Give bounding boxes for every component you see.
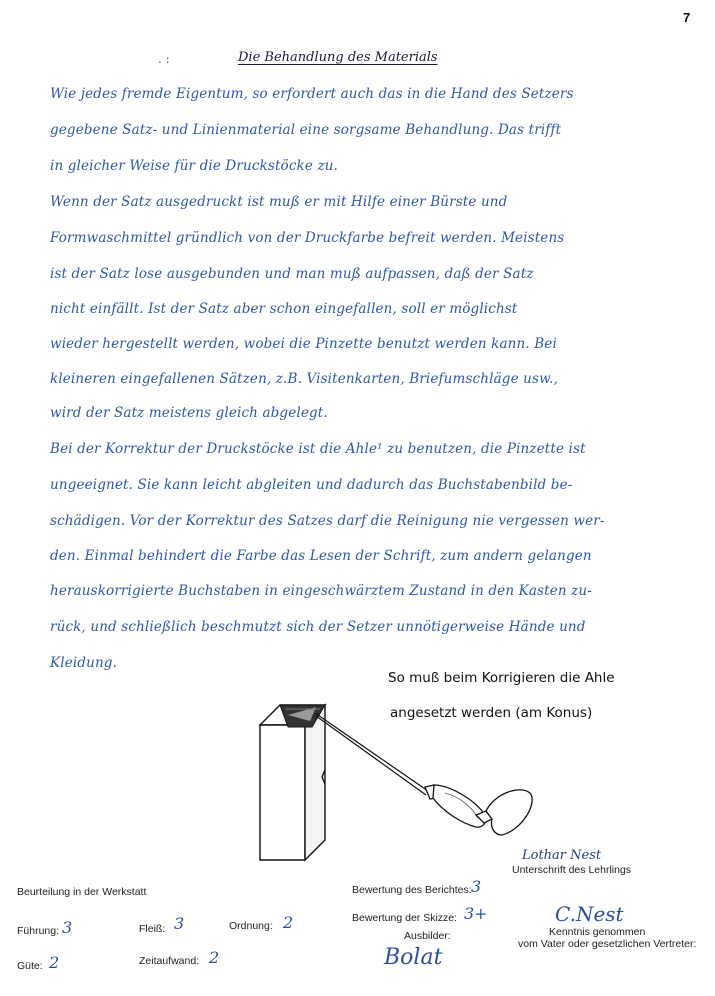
apprentice-signature-label: Unterschrift des Lehrlings xyxy=(512,864,632,876)
fleiss-grade: 3 xyxy=(174,914,185,933)
skizze-label: Bewertung der Skizze: xyxy=(352,912,458,924)
guete-label: Güte: xyxy=(17,960,43,972)
page-title: Die Behandlung des Materials xyxy=(238,50,438,65)
ausbilder-signature: Bolat xyxy=(384,945,443,970)
body-line: in gleicher Weise für die Druckstöcke zu. xyxy=(50,158,338,174)
ausbilder-label: Ausbilder: xyxy=(404,930,451,942)
body-line: wird der Satz meistens gleich abgelegt. xyxy=(50,405,328,421)
type-block-drawing xyxy=(260,705,325,860)
bericht-grade: 3 xyxy=(471,877,482,896)
title-dots: . : xyxy=(158,52,170,66)
sketch-caption-line1: So muß beim Korrigieren die Ahle xyxy=(388,670,615,686)
fuehrung-label: Führung: xyxy=(17,925,60,937)
sketch-caption-line2: angesetzt werden (am Konus) xyxy=(390,705,593,721)
awl-handle-drawing xyxy=(425,785,532,835)
body-line: schädigen. Vor der Korrektur des Satzes darf die Reinigung nie vergessen wer- xyxy=(50,513,605,529)
awl-sketch xyxy=(250,685,550,865)
body-line: Formwaschmittel gründlich von der Druckfarbe befreit werden. Meistens xyxy=(50,230,565,246)
body-line: gegebene Satz- und Linienmaterial eine sorgsame Behandlung. Das trifft xyxy=(50,122,562,138)
awl-needle-drawing xyxy=(315,713,428,795)
body-line: nicht einfällt. Ist der Satz aber schon eingefallen, soll er möglichst xyxy=(50,301,518,317)
fleiss-label: Fleiß: xyxy=(139,923,166,935)
apprentice-signature: Lothar Nest xyxy=(522,848,602,863)
vertreter-label: vom Vater oder gesetzlichen Vertreter: xyxy=(518,938,697,950)
assessment-heading: Beurteilung in der Werkstatt xyxy=(17,886,147,898)
body-line: den. Einmal behindert die Farbe das Lesen der Schrift, zum andern gelangen xyxy=(50,548,592,564)
page-number: 7 xyxy=(683,10,691,25)
ordnung-grade: 2 xyxy=(283,913,294,932)
body-line: Kleidung. xyxy=(50,655,118,671)
ordnung-label: Ordnung: xyxy=(229,920,273,932)
zeitaufwand-grade: 2 xyxy=(209,948,220,967)
body-line: ungeeignet. Sie kann leicht abgleiten und dadurch das Buchstabenbild be- xyxy=(50,477,573,493)
body-line: ist der Satz lose ausgebunden und man muß aufpassen, daß der Satz xyxy=(50,266,534,282)
guete-grade: 2 xyxy=(49,953,60,972)
body-line: Wenn der Satz ausgedruckt ist muß er mit Hilfe einer Bürste und xyxy=(50,194,508,210)
skizze-grade: 3+ xyxy=(464,904,488,923)
body-line: Bei der Korrektur der Druckstöcke ist die Ahle¹ zu benutzen, die Pinzette ist xyxy=(50,441,586,457)
fuehrung-grade: 3 xyxy=(62,918,73,937)
zeitaufwand-label: Zeitaufwand: xyxy=(139,955,200,967)
body-line: rück, und schließlich beschmutzt sich der Setzer unnötigerweise Hände und xyxy=(50,619,586,635)
parent-signature: C.Nest xyxy=(555,902,624,926)
kenntnis-label: Kenntnis genommen xyxy=(549,926,646,938)
body-line: wieder hergestellt werden, wobei die Pinzette benutzt werden kann. Bei xyxy=(50,336,557,352)
body-line: kleineren eingefallenen Sätzen, z.B. Visitenkarten, Briefumschläge usw., xyxy=(50,371,559,387)
bericht-label: Bewertung des Berichtes: xyxy=(352,884,472,896)
body-line: herauskorrigierte Buchstaben in eingeschwärztem Zustand in den Kasten zu- xyxy=(50,583,592,599)
body-line: Wie jedes fremde Eigentum, so erfordert auch das in die Hand des Setzers xyxy=(50,86,574,102)
